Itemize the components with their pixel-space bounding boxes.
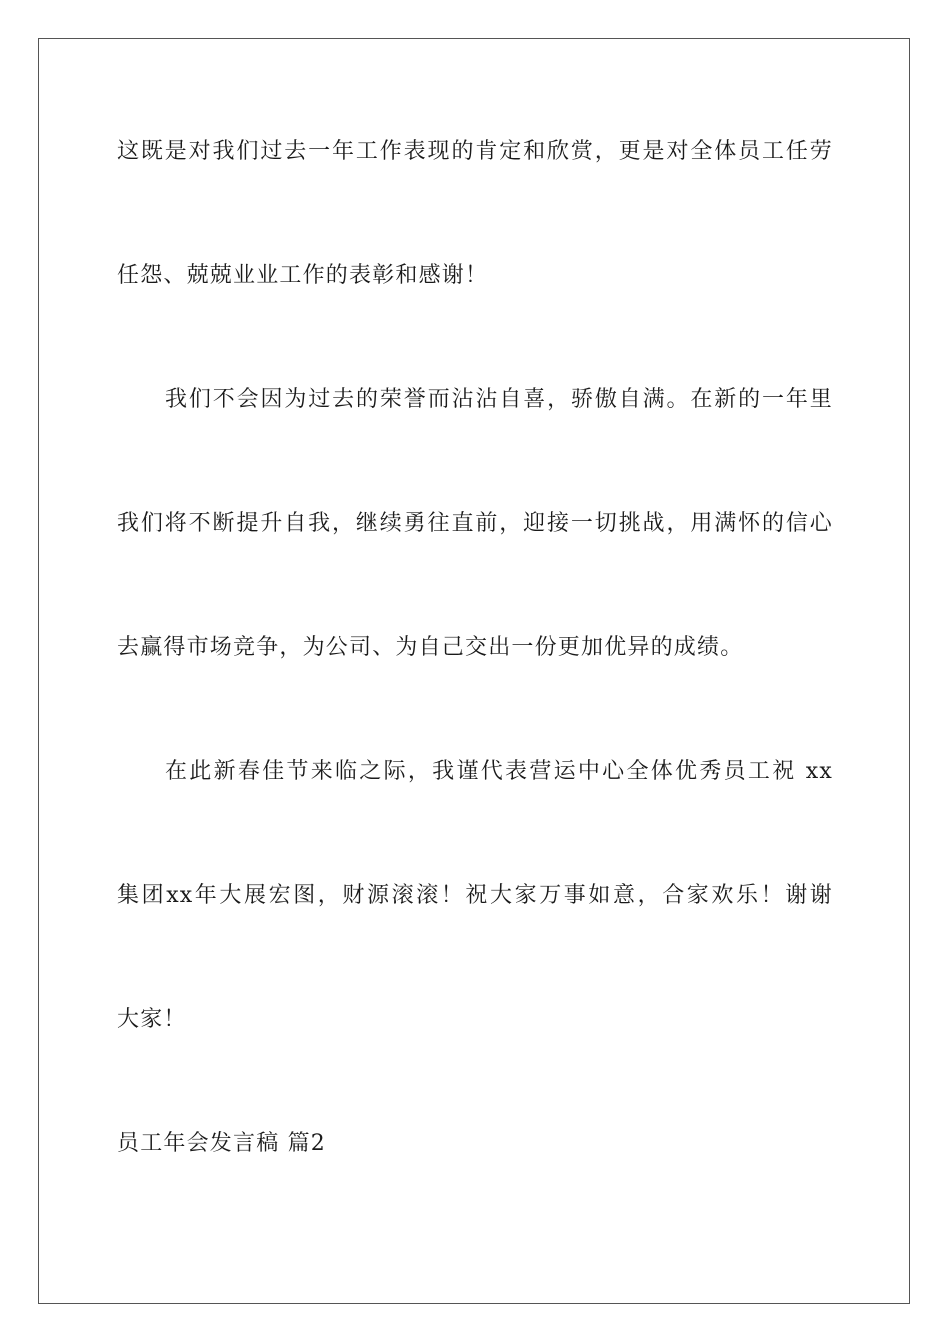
paragraph-2-line-1: 我们不会因为过去的荣誉而沾沾自喜，骄傲自满。在新的一年里 [165, 387, 833, 412]
paragraph-1-line-1: 这既是对我们过去一年工作表现的肯定和欣赏，更是对全体员工任劳 [117, 139, 833, 164]
section-heading: 员工年会发言稿 篇2 [117, 1131, 326, 1156]
paragraph-2-line-2: 我们将不断提升自我，继续勇往直前，迎接一切挑战，用满怀的信心 [117, 511, 833, 536]
paragraph-2-line-3: 去赢得市场竞争，为公司、为自己交出一份更加优异的成绩。 [117, 635, 744, 660]
paragraph-3-line-2: 集团xx年大展宏图，财源滚滚！祝大家万事如意，合家欢乐！谢谢 [117, 883, 833, 908]
paragraph-1-line-2: 任怨、兢兢业业工作的表彰和感谢！ [117, 263, 489, 288]
paragraph-3-line-1: 在此新春佳节来临之际，我谨代表营运中心全体优秀员工祝 xx [165, 759, 833, 784]
paragraph-3-line-3: 大家！ [117, 1007, 187, 1032]
page-border [38, 38, 910, 1304]
